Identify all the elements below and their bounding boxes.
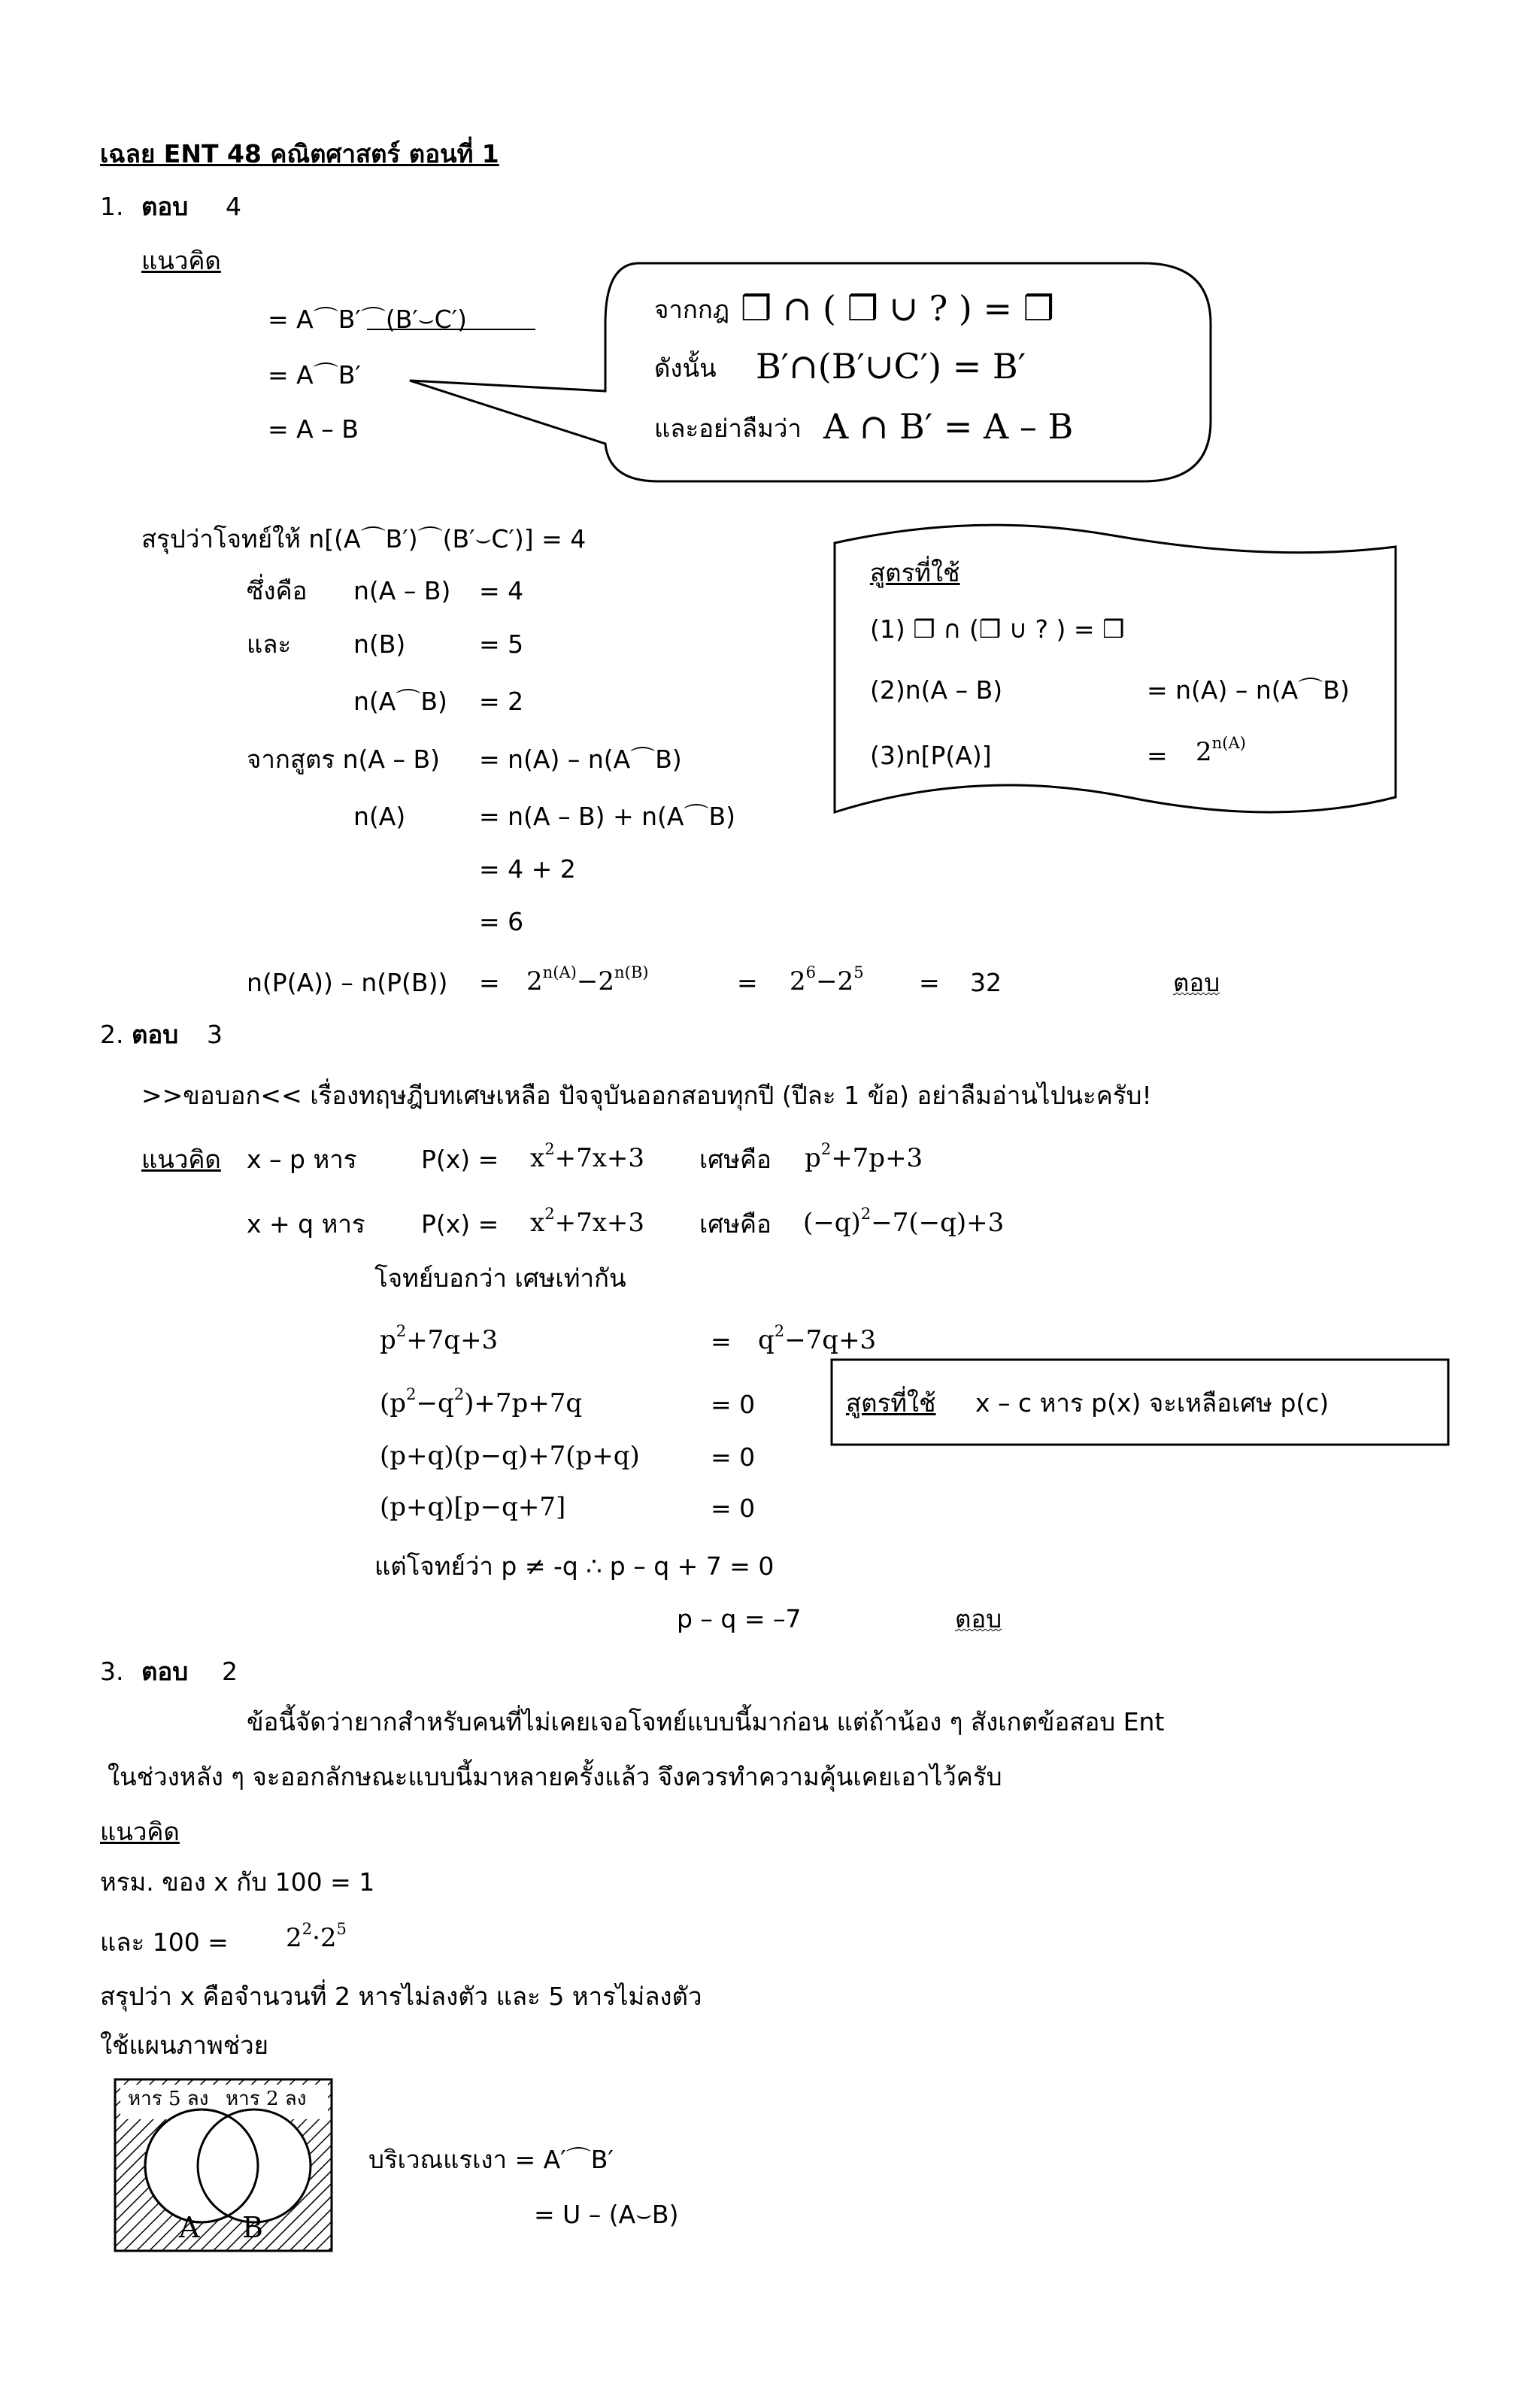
q3-approach: แนวคิด (100, 1817, 180, 1846)
bubble-row2-label: ดังนั้น (654, 353, 717, 383)
q1-number: 1. (100, 192, 124, 221)
q1-c5-lhs: n(A) (353, 802, 406, 831)
page-title: เฉลย ENT 48 คณิตศาสตร์ ตอนที่ 1 (100, 139, 499, 168)
q1-c3-rhs: = 2 (479, 687, 524, 716)
q1-final-lhs: n(P(A)) – n(P(B)) (247, 968, 448, 997)
q2-e4-rhs: = 0 (711, 1494, 756, 1523)
q1-c3-lhs: n(A⌒B) (353, 687, 447, 716)
q2-e4-lhs: (p+q)[p−q+7] (380, 1492, 566, 1522)
q1-final-eq: = (479, 968, 500, 997)
q2-l1-px: P(x) = (421, 1145, 499, 1174)
q1-c7-rhs: = 6 (479, 907, 524, 936)
q3-l3: สรุปว่า x คือจำนวนที่ 2 หารไม่ลงตัว และ 5 หารไม่ลงตัว (100, 1982, 702, 2011)
q3-shade-line2: = U – (A⌣B) (534, 2200, 679, 2229)
q1-answer: 4 (226, 192, 241, 221)
q1-c6-rhs: = 4 + 2 (479, 854, 576, 884)
q1-summary: สรุปว่าโจทย์ให้ n[(A⌒B′)⌒(B′⌣C′)] = 4 (141, 524, 587, 553)
q2-answer-mark: ตอบ (955, 1604, 1002, 1633)
formula-box-f3-eq: = (1147, 741, 1168, 770)
formula-box-f2-rhs: = n(A) – n(A⌒B) (1147, 675, 1350, 705)
q2-l1-remainder: $p^2+7p+3$ (805, 1139, 923, 1173)
q3-paragraph-line1: ข้อนี้จัดว่ายากสำหรับคนที่ไม่เคยเจอโจทย์แบบนี้มาก่อน แต่ถ้าน้อง ๆ สังเกตข้อสอบ Ent (247, 1707, 1165, 1736)
q2-e1-lhs: $p^2+7q+3$ (380, 1321, 499, 1355)
q2-e6: p – q = –7 (677, 1604, 802, 1633)
q1-step3: = A – B (268, 414, 359, 444)
q1-c2-lhs: n(B) (353, 629, 406, 659)
q1-answer-mark: ตอบ (1173, 968, 1220, 997)
q2-approach: แนวคิด (141, 1145, 221, 1174)
q2-note: >>ขอบอก<< เรื่องทฤษฎีบทเศษเหลือ ปัจจุบันออกสอบทุกปี (ปีละ 1 ข้อ) อย่าลืมอ่านไปนะครับ! (141, 1081, 1152, 1110)
bubble-row1-formula: ❒ ∩ ( ❒ ∪ ? ) = ❒ (741, 288, 1054, 329)
q2-l2-px: P(x) = (421, 1209, 499, 1239)
q3-answer-label: ตอบ (141, 1657, 189, 1686)
q3-l2-rhs: $2^2\cdot 2^5$ (286, 1919, 347, 1953)
formula-box-f2-lhs: (2)n(A – B) (870, 675, 1003, 705)
q3-paragraph-line2: ในช่วงหลัง ๆ จะออกลักษณะแบบนี้มาหลายครั้งแล้ว จึงควรทำความคุ้นเคยเอาไว้ครับ (108, 1762, 1002, 1791)
formula-box-f3-rhs: $2^{n(A)}$ (1196, 733, 1246, 767)
formula-box-f1: (1) ❒ ∩ (❒ ∪ ? ) = ❒ (870, 614, 1125, 644)
q3-answer: 2 (222, 1657, 238, 1686)
q1-step1: = A⌒B′⌒(B′⌣C′) (268, 305, 467, 334)
q2-e5: แต่โจทย์ว่า p ≠ -q ∴ p – q + 7 = 0 (374, 1551, 775, 1581)
venn-label-div2: หาร 2 ลง (226, 2088, 307, 2110)
q2-box-text: x – c หาร p(x) จะเหลือเศษ p(c) (975, 1388, 1329, 1418)
q2-e1-rhs: $q^2-7q+3$ (758, 1321, 877, 1355)
q2-l2-remainder-label: เศษคือ (699, 1209, 772, 1239)
q2-l1-divisor: x – p หาร (247, 1145, 357, 1174)
venn-set-b: B (242, 2211, 263, 2244)
venn-set-a: A (179, 2211, 200, 2244)
q1-final-expr1: $2^{n(A)}-2^{n(B)}$ (526, 963, 649, 996)
q2-box-title: สูตรที่ใช้ (846, 1388, 936, 1418)
q1-c5-rhs: = n(A – B) + n(A⌒B) (479, 802, 736, 831)
formula-box-title: สูตรที่ใช้ (870, 558, 960, 587)
q1-c2-label: และ (247, 629, 292, 659)
formula-box-f3-lhs: (3)n[P(A)] (870, 741, 992, 770)
q1-c4-label: จากสูตร n(A – B) (247, 745, 440, 774)
q2-e3-lhs: (p+q)(p−q)+7(p+q) (380, 1441, 640, 1471)
q2-l1-remainder-label: เศษคือ (699, 1145, 772, 1174)
bubble-row1-label: จากกฎ (654, 295, 729, 324)
q3-l1: หรม. ของ x กับ 100 = 1 (100, 1867, 375, 1897)
q1-c1-label: ซึ่งคือ (247, 576, 308, 605)
q3-shade-line1: บริเวณแรเงา = A′⌒B′ (368, 2145, 614, 2174)
q2-e2-rhs: = 0 (711, 1390, 756, 1419)
q2-number: 2. (100, 1020, 124, 1049)
q2-l2-remainder: $(-q)^2-7(-q)+3$ (803, 1204, 1005, 1238)
q1-approach: แนวคิด (141, 246, 221, 275)
venn-circle-b (198, 2109, 311, 2222)
q2-e2-lhs: $(p^2-q^2)+7p+7q$ (380, 1385, 583, 1418)
venn-label-div5: หาร 5 ลง (128, 2088, 209, 2110)
q2-l2-divisor: x + q หาร (247, 1209, 365, 1239)
bubble-row2-formula: B′∩(B′∪C′) = B′ (756, 346, 1026, 387)
q1-c1-rhs: = 4 (479, 576, 524, 605)
q1-c4-rhs: = n(A) – n(A⌒B) (479, 745, 682, 774)
q3-l4: ใช้แผนภาพช่วย (100, 2031, 268, 2060)
q2-l3: โจทย์บอกว่า เศษเท่ากัน (374, 1263, 626, 1293)
q2-l1-poly: $x^2+7x+3$ (530, 1139, 645, 1173)
q1-c2-rhs: = 5 (479, 629, 524, 659)
q1-final-eq2: = (737, 968, 758, 997)
q3-number: 3. (100, 1657, 124, 1686)
q1-final-expr2: $2^6-2^5$ (790, 963, 864, 996)
q1-c1-lhs: n(A – B) (353, 576, 451, 605)
q2-answer: 3 (207, 1020, 223, 1049)
q1-final-eq3: = (919, 968, 940, 997)
q2-e3-rhs: = 0 (711, 1442, 756, 1472)
bubble-row3-formula: A ∩ B′ = A – B (823, 406, 1074, 447)
q2-l2-poly: $x^2+7x+3$ (530, 1204, 645, 1238)
q3-l2-lhs: และ 100 = (100, 1927, 229, 1957)
bubble-row3-label: และอย่าลืมว่า (654, 414, 802, 443)
q2-answer-label: ตอบ (132, 1020, 179, 1049)
q2-e1-eq: = (711, 1327, 732, 1356)
q1-step2: = A⌒B′ (268, 360, 361, 390)
q1-final-result: 32 (970, 968, 1002, 997)
q1-answer-label: ตอบ (141, 192, 189, 221)
